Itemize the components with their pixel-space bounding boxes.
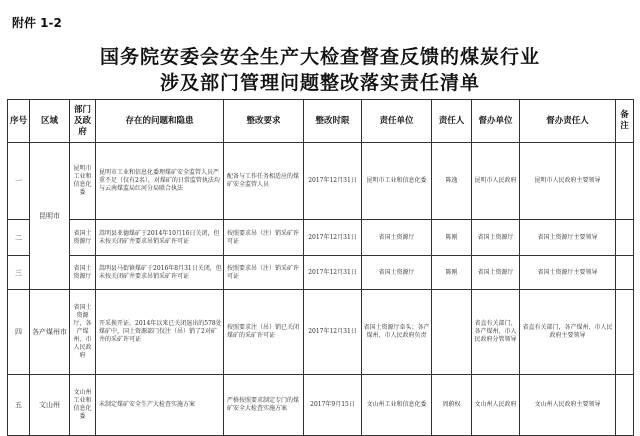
cell-deadline: 2017年12月31日 xyxy=(304,143,362,220)
cell-issue: 未制定煤矿安全生产大检查实施方案 xyxy=(96,375,224,436)
cell-resp-unit: 省国土资源厅牵头；各产煤州、市人民政府负责 xyxy=(362,290,432,375)
cell-remark xyxy=(616,220,634,256)
cell-seq: 三 xyxy=(8,256,30,290)
cell-seq: 五 xyxy=(8,375,30,436)
table-row xyxy=(8,290,634,375)
table-row xyxy=(8,375,634,436)
cell-resp-person: 陈刚 xyxy=(432,220,472,256)
table-row xyxy=(8,220,634,256)
header-resp-person: 责任人 xyxy=(432,100,472,143)
cell-dept: 昆明市工业和信息化委 xyxy=(70,143,96,220)
table-row xyxy=(8,256,634,290)
cell-requirement: 配备与工作任务相适应的煤矿安全监管人员 xyxy=(224,143,304,220)
cell-requirement: 按照要求注（吊）销已关闭煤矿的采矿许可证 xyxy=(224,290,304,375)
table-header-row xyxy=(8,100,634,143)
cell-dept: 文山州工业和信息化委 xyxy=(70,375,96,436)
header-resp-unit: 责任单位 xyxy=(362,100,432,143)
cell-supervise-unit: 昆明市人民政府 xyxy=(472,143,520,220)
header-remark: 备注 xyxy=(616,100,634,143)
cell-seq: 一 xyxy=(8,143,30,220)
header-seq: 序号 xyxy=(8,100,30,143)
cell-resp-unit: 省国土资源厅 xyxy=(362,256,432,290)
cell-issue: 昆明市工业和信息化委理煤矿安全监管人员严重不足（仅有2名），对煤矿的日常监管执法均与云南煤监局红河分局联合执法 xyxy=(96,143,224,220)
header-deadline: 整改时限 xyxy=(304,100,362,143)
cell-resp-unit: 昆明市工业和信息化委 xyxy=(362,143,432,220)
cell-resp-person: 周蔚权 xyxy=(432,375,472,436)
header-region: 区域 xyxy=(30,100,70,143)
cell-issue: 嵩明县马街镇煤矿于2016年8月31日关闭，但未按关闭矿井要求吊销采矿许可证 xyxy=(96,256,224,290)
header-issue: 存在的问题和隐患 xyxy=(96,100,224,143)
cell-region: 昆明市 xyxy=(30,143,70,290)
header-supervise-person: 督办责任人 xyxy=(520,100,616,143)
cell-supervise-person: 省国土资源厅主要领导 xyxy=(520,256,616,290)
responsibility-table xyxy=(7,99,634,436)
cell-seq: 二 xyxy=(8,220,30,256)
cell-deadline: 2017年9月15日 xyxy=(304,375,362,436)
cell-resp-person: 陈逸 xyxy=(432,143,472,220)
cell-dept: 省国土资源厅 xyxy=(70,256,96,290)
cell-supervise-unit: 省国土资源厅 xyxy=(472,256,520,290)
cell-supervise-unit: 省国土资源厅 xyxy=(472,220,520,256)
cell-issue: 嵩明县亚德煤矿于2014年10月16日关闭，但未按关闭矿井要求吊销采矿许可证 xyxy=(96,220,224,256)
cell-resp-person: 陈刚 xyxy=(432,256,472,290)
document-title-line-1: 国务院安委会安全生产大检查督查反馈的煤炭行业 xyxy=(99,46,540,68)
cell-requirement: 严格按照要求制定专门的煤矿安全大检查实施方案 xyxy=(224,375,304,436)
cell-resp-person xyxy=(432,290,472,375)
cell-supervise-person: 昆明市人民政府主要领导 xyxy=(520,143,616,220)
cell-region: 各产煤州市 xyxy=(30,290,70,375)
cell-deadline: 2017年12月31日 xyxy=(304,256,362,290)
cell-resp-unit: 文山州工业和信息化委 xyxy=(362,375,432,436)
cell-supervise-person: 省国土资源厅主要领导 xyxy=(520,220,616,256)
cell-supervise-unit: 省直有关部门、各产煤州、市人民政府分管领导 xyxy=(472,290,520,375)
cell-deadline: 2017年12月31日 xyxy=(304,220,362,256)
cell-issue: 开采换开证。2014年以来已关闭退出的578处煤矿中，国土资源部门仅注（吊）销了2对矿井的采矿许可证 xyxy=(96,290,224,375)
cell-dept: 省国土资源厅 xyxy=(70,220,96,256)
header-supervise-unit: 督办单位 xyxy=(472,100,520,143)
header-requirement: 整改要求 xyxy=(224,100,304,143)
cell-remark xyxy=(616,143,634,220)
cell-dept: 省国土资源厅，各产煤州、市人民政府 xyxy=(70,290,96,375)
attachment-label: 附件 1-2 xyxy=(12,16,62,30)
cell-supervise-person: 省直有关部门，各产煤州、市人民政府主要领导 xyxy=(520,290,616,375)
header-dept: 部门及政府 xyxy=(70,100,96,143)
cell-resp-unit: 省国土资源厅 xyxy=(362,220,432,256)
cell-supervise-person: 文山州人民政府主要领导 xyxy=(520,375,616,436)
cell-requirement: 按照要求吊（注）销采矿许可证 xyxy=(224,220,304,256)
cell-deadline: 2017年12月31日 xyxy=(304,290,362,375)
document-title-line-2: 涉及部门管理问题整改落实责任清单 xyxy=(159,72,480,94)
cell-requirement: 按照要求吊（注）销采矿许可证 xyxy=(224,256,304,290)
cell-seq: 四 xyxy=(8,290,30,375)
table-row xyxy=(8,143,634,220)
cell-remark xyxy=(616,256,634,290)
cell-supervise-unit: 文山州人民政府 xyxy=(472,375,520,436)
cell-remark xyxy=(616,290,634,375)
cell-remark xyxy=(616,375,634,436)
cell-region: 文山州 xyxy=(30,375,70,436)
